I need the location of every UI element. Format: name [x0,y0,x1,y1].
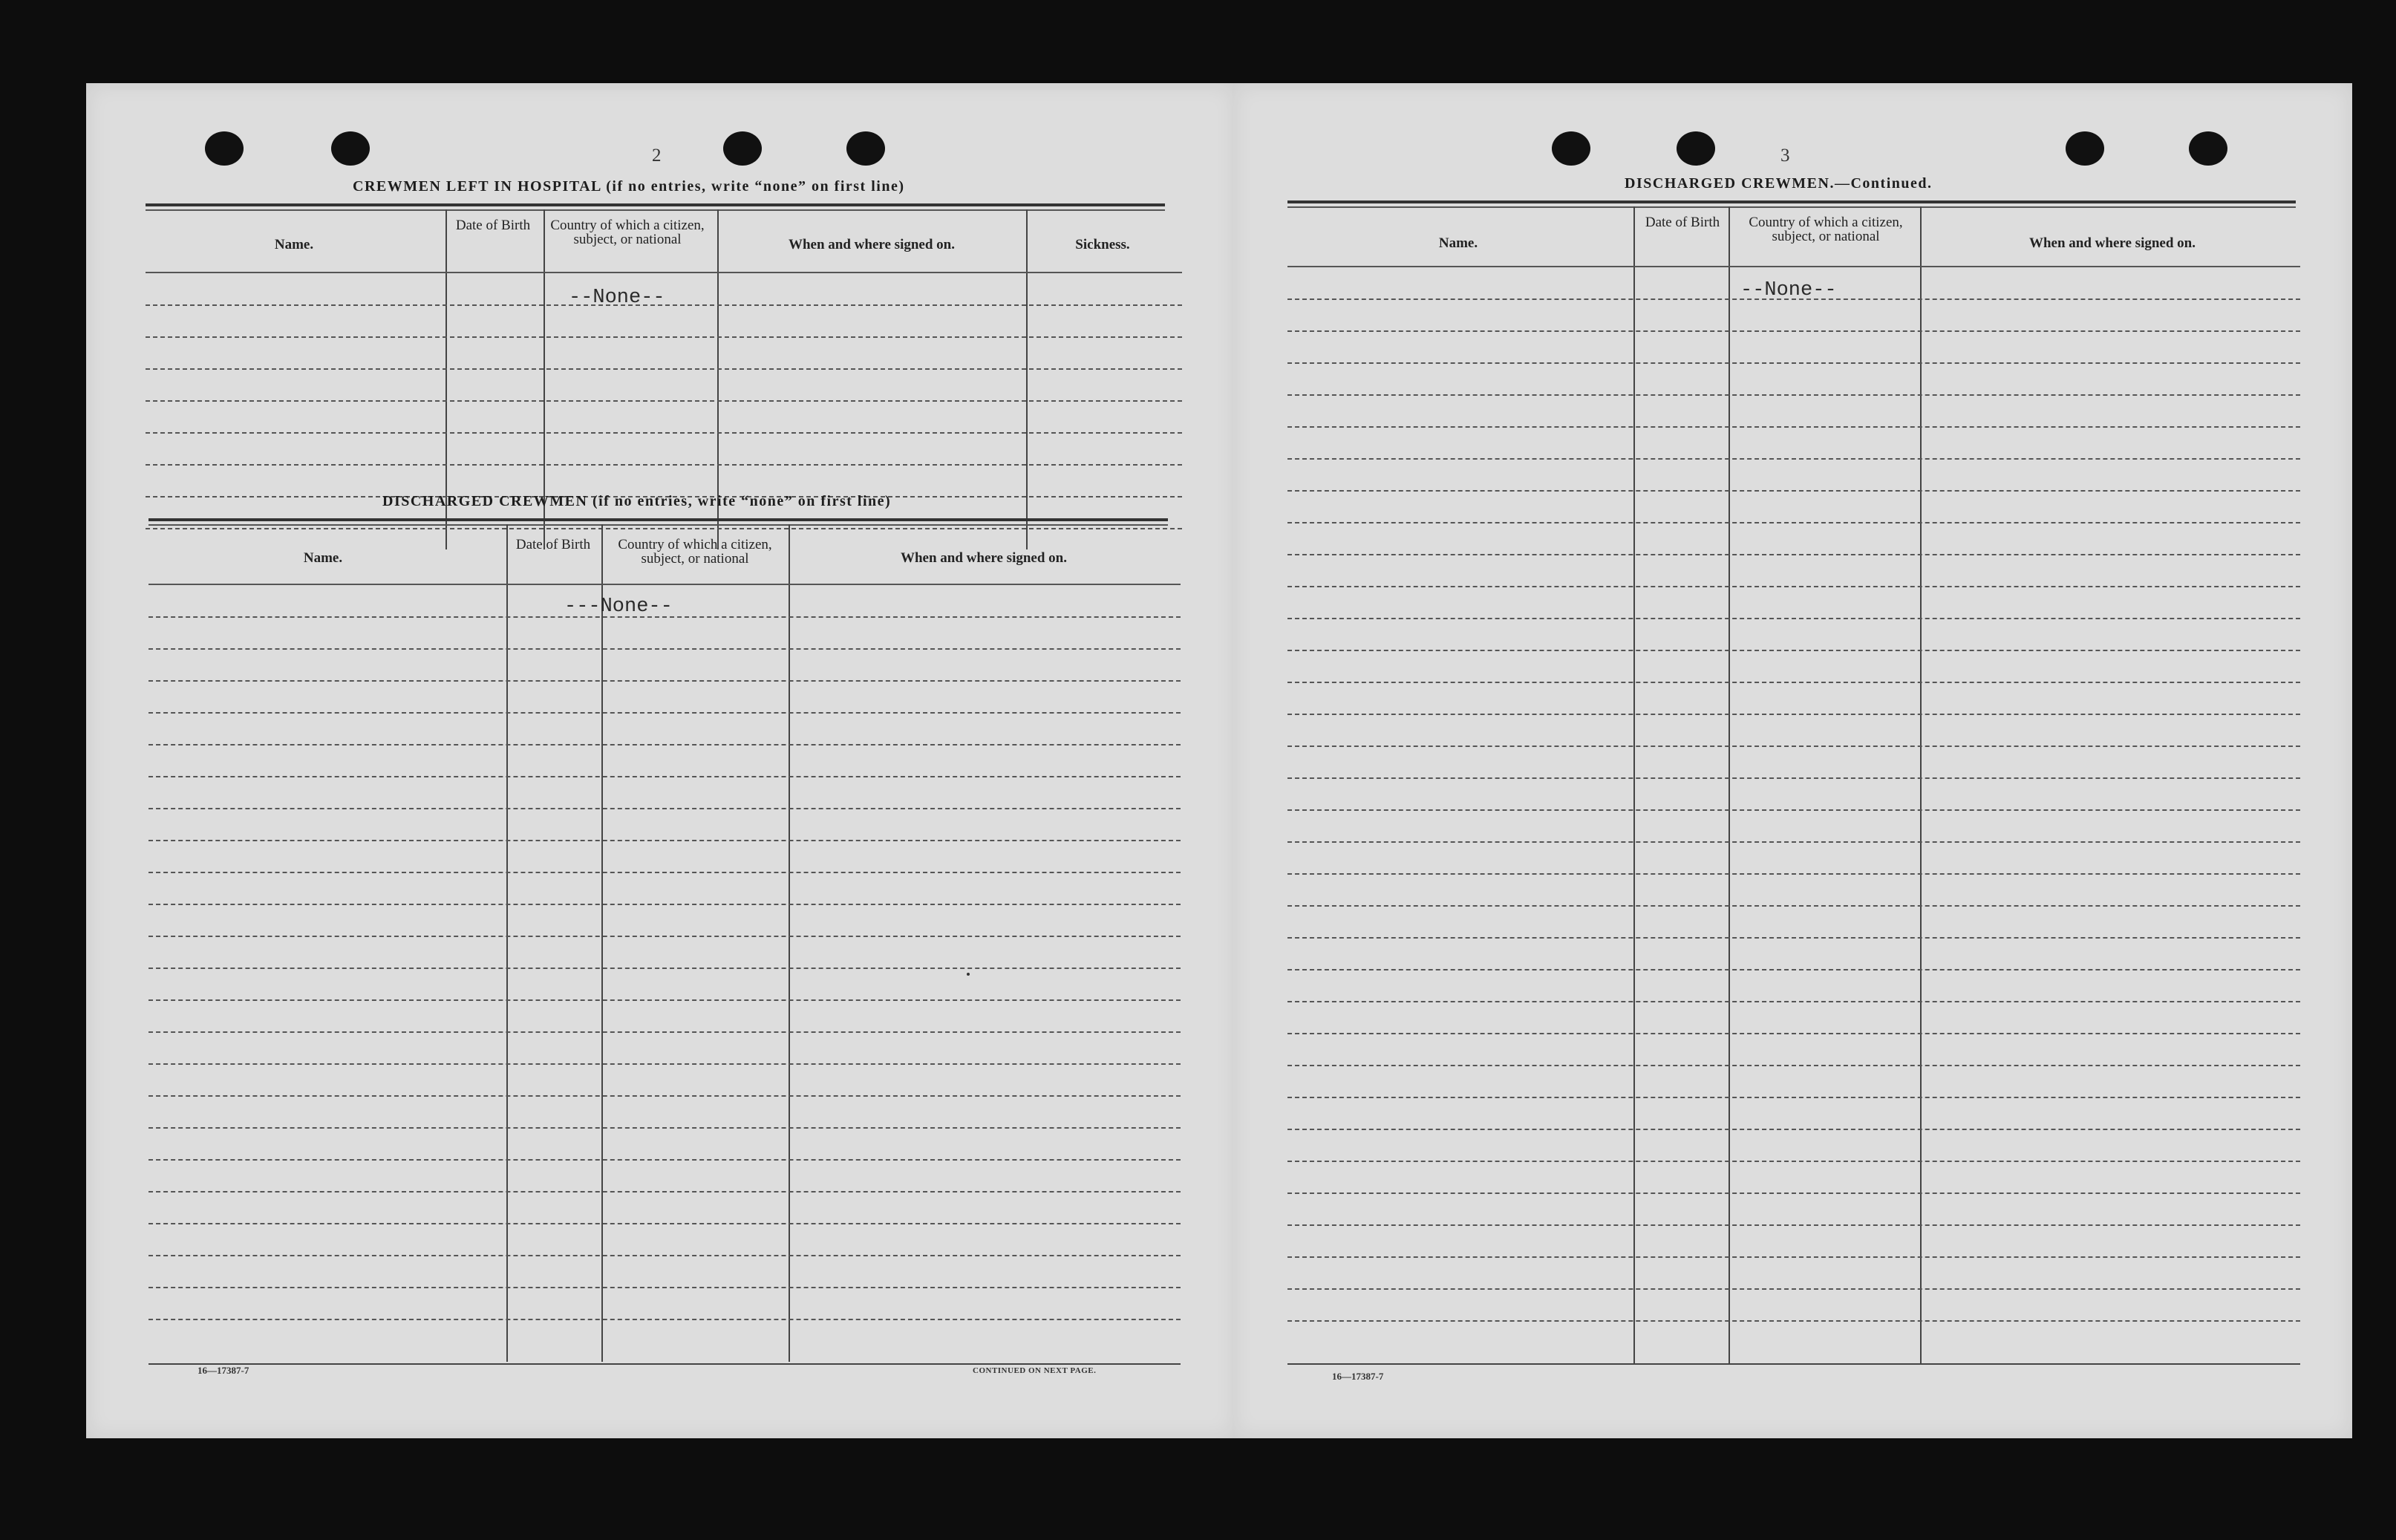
entry-line [1287,1097,2300,1098]
column-header-date-of-birth: Date of Birth [515,537,591,552]
punch-hole [205,131,244,166]
discharged-section-title: DISCHARGED CREWMEN (if no entries, write “none” on first line) [382,493,892,509]
entry-line [148,999,1181,1001]
page-number: 3 [1780,146,1790,166]
entry-line [1287,714,2300,715]
entry-line [148,616,1181,618]
column-divider [506,524,508,1362]
entry-line [1287,490,2300,492]
bottom-rule [1287,1363,2300,1365]
column-header-name: Name. [303,550,343,566]
left-page [86,83,1235,1438]
entry-line [1287,905,2300,907]
entry-line [1287,458,2300,460]
entry-line [148,808,1181,809]
column-header-signed-on: When and where signed on. [900,550,1067,566]
entry-line [148,904,1181,905]
entry-line [146,368,1182,370]
continued-note: CONTINUED ON NEXT PAGE. [973,1366,1097,1375]
entry-line [146,432,1182,434]
no-entries-note: ---None-- [564,596,673,618]
column-divider [789,524,790,1362]
entry-line [1287,745,2300,747]
entry-line [1287,522,2300,523]
column-header-date-of-birth: Date of Birth [1645,215,1720,230]
header-underline [1287,266,2300,267]
column-header-signed-on: When and where signed on. [2028,235,2196,251]
entry-line [148,680,1181,682]
column-header-sickness: Sickness. [1075,237,1130,252]
entry-line [1287,777,2300,779]
punch-hole [331,131,370,166]
column-header-country: Country of which a citizen, subject, or national [1749,215,1903,244]
entry-line [1287,586,2300,587]
entry-line [148,1255,1181,1256]
punch-hole [1552,131,1590,166]
entry-line [148,1223,1181,1224]
entry-line [1287,937,2300,939]
entry-line [1287,298,2300,300]
form-number: 16—17387-7 [198,1365,249,1376]
discharged-continued-table [1287,206,2300,1365]
entry-line [146,400,1182,402]
entry-line [148,648,1181,650]
entry-line [1287,1065,2300,1066]
entry-line [1287,969,2300,970]
page-number: 2 [652,146,662,166]
entry-line [1287,682,2300,683]
entry-line [1287,841,2300,843]
bottom-rule [148,1363,1181,1365]
paper-speck [967,973,970,976]
punch-hole [1677,131,1715,166]
entry-line [148,1063,1181,1065]
hospital-section-title: CREWMEN LEFT IN HOSPITAL (if no entries, write “none” on first line) [353,178,905,195]
column-header-signed-on: When and where signed on. [788,237,955,252]
discharged-continued-title: DISCHARGED CREWMEN.—Continued. [1625,175,1933,192]
entry-line [1287,873,2300,875]
column-divider [1026,209,1028,549]
entry-line [146,336,1182,338]
entry-line [148,1127,1181,1129]
entry-line [148,744,1181,745]
entry-line [148,936,1181,937]
header-underline [148,584,1181,585]
entry-line [1287,618,2300,619]
entry-line [1287,809,2300,811]
section-rule [1287,200,2296,203]
entry-line [1287,1129,2300,1130]
column-divider [1920,206,1922,1365]
entry-line [1287,330,2300,332]
discharged-table [148,524,1181,1363]
entry-line [1287,1256,2300,1258]
column-header-date-of-birth: Date of Birth [455,218,531,233]
entry-line [148,1095,1181,1097]
column-divider [1729,206,1730,1365]
right-page [1233,83,2352,1438]
entry-line [148,1191,1181,1192]
entry-line [1287,1288,2300,1290]
entry-line [1287,1033,2300,1034]
entry-line [148,712,1181,714]
punch-hole [846,131,885,166]
entry-line [146,464,1182,466]
column-header-name: Name. [274,237,314,252]
section-rule [148,518,1168,521]
header-underline [146,272,1182,273]
column-divider [1633,206,1635,1365]
punch-hole [2189,131,2227,166]
entry-line [1287,650,2300,651]
entry-line [148,872,1181,873]
entry-line [1287,426,2300,428]
entry-line [148,1159,1181,1161]
entry-line [148,776,1181,777]
entry-line [1287,1001,2300,1002]
no-entries-note: --None-- [1740,279,1837,301]
entry-line [148,968,1181,969]
column-divider [601,524,603,1362]
column-header-name: Name. [1438,235,1478,251]
column-header-country: Country of which a citizen, subject, or national [550,218,705,247]
entry-line [148,1287,1181,1288]
entry-line [1287,394,2300,396]
form-number: 16—17387-7 [1332,1371,1384,1382]
section-rule [146,203,1165,206]
punch-hole [2066,131,2104,166]
entry-line [148,840,1181,841]
column-header-country: Country of which a citizen, subject, or national [618,537,772,567]
no-entries-note: --None-- [569,287,665,309]
entry-line [1287,1320,2300,1322]
entry-line [1287,362,2300,364]
entry-line [148,1031,1181,1033]
entry-line [146,304,1182,306]
punch-hole [723,131,762,166]
entry-line [1287,1161,2300,1162]
entry-line [148,1319,1181,1320]
entry-line [1287,1192,2300,1194]
entry-line [1287,1224,2300,1226]
entry-line [1287,554,2300,555]
